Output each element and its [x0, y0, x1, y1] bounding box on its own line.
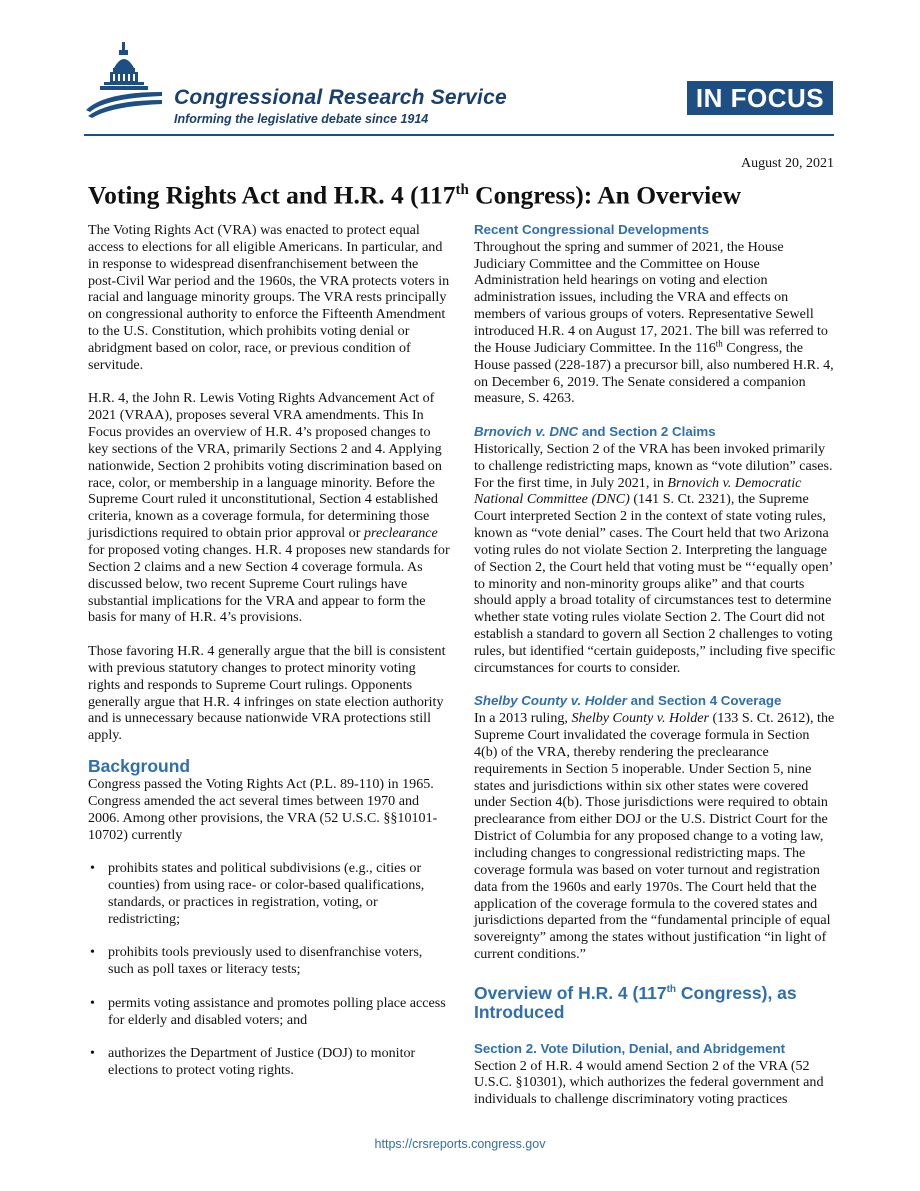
- footer-url[interactable]: https://crsreports.congress.gov: [374, 1137, 546, 1151]
- brnovich-heading: Brnovich v. DNC and Section 2 Claims: [474, 424, 716, 440]
- intro-paragraph: The Voting Rights Act (VRA) was enacted to protect equal access to elections for all eligible Americans. In particular, and in response to widespread disenfranchisement between the post-Civil War period and the 1960s, the VRA protects voters in racial and language minority groups. The VRA rests principally on congressional authority to enforce the Fifteenth Amendment to the U.S. Constitution, which prohibits voting denial or abridgment based on color, race, or previous condition of servitude.: [88, 222, 450, 373]
- header-divider: [84, 134, 834, 136]
- brand-tagline: Informing the legislative debate since 1914: [174, 112, 429, 126]
- brnovich-paragraph: Historically, Section 2 of the VRA has been invoked primarily to challenge redistricting maps, known as “vote dilution” cases. For the first time, in July 2021, in Brnovich v. Democratic National Committee (DNC) (141 S. Ct. 2321), the Supreme Court interpreted Section 2 in the context of state voting rules, known as “vote denial” cases. The Court held that two Arizona voting rules do not violate Section 2. Interpreting the language of Section 2, the Court held that voting must be “‘equally open’ to minority and non-minority groups alike” and that courts should apply a broad totality of circumstances test to determine whether state voting rules violate Section 2. The Court did not establish a standard to govern all Section 2 challenges to voting rules, but identified “certain guideposts,” including five specific circumstances for courts to consider.: [474, 440, 836, 676]
- list-item: • prohibits tools previously used to disenfranchise voters, such as poll taxes or literacy tests;: [88, 944, 450, 978]
- vra-provisions-list: [88, 860, 450, 1079]
- overview-heading: Overview of H.R. 4 (117th Congress), as Introduced: [474, 982, 797, 1023]
- recent-developments-paragraph: Throughout the spring and summer of 2021, the House Judiciary Committee and the Committee on House Administration held hearings on voting and election administration issues, including the VRA and effects on members of various groups of voters. Representative Sewell introduced H.R. 4 on August 17, 2021. The bill was referred to the House Judiciary Committee. In the 116th Congress, the House passed (228-187) a precursor bill, also numbered H.R. 4, on December 6, 2019. The Senate considered a companion measure, S. 4263.: [474, 238, 834, 407]
- publication-date: August 20, 2021: [741, 156, 834, 171]
- shelby-heading: Shelby County v. Holder and Section 4 Coverage: [474, 693, 782, 709]
- arguments-paragraph: Those favoring H.R. 4 generally argue that the bill is consistent with previous statutory changes to protect minority voting rights and responds to Supreme Court rulings. Opponents generally argue that H.R. 4 infringes on state election authority and is unnecessary because nationwide VRA protections still apply.: [88, 643, 446, 744]
- page-title: [88, 174, 741, 212]
- list-item: • permits voting assistance and promotes polling place access for elderly and disabled voters; and: [88, 995, 450, 1029]
- title-part1: Voting Rights Act and H.R. 4 (117: [88, 180, 456, 210]
- background-paragraph: Congress passed the Voting Rights Act (P.L. 89-110) in 1965. Congress amended the act several times between 1970 and 2006. Among other provisions, the VRA (52 U.S.C. §§10101-10702) currently: [88, 776, 438, 843]
- title-part2: Congress): An Overview: [468, 180, 742, 210]
- brand-name: Congressional Research Service: [174, 86, 507, 109]
- list-item: • prohibits states and political subdivisions (e.g., cities or counties) from using race- or color-based qualifications, standards, or practices in registration, voting, or redistricting;: [88, 860, 450, 927]
- overview-paragraph: H.R. 4, the John R. Lewis Voting Rights Advancement Act of 2021 (VRAA), proposes several VRA amendments. This In Focus provides an overview of H.R. 4’s proposed changes to key sections of the VRA, primarily Sections 2 and 4. Applying nationwide, Section 2 prohibits voting discrimination based on race, color, or membership in a language minority. Before the Supreme Court ruled it unconstitutional, Section 4 established criteria, known as a coverage formula, for determining those jurisdictions required to obtain prior approval or preclearance for proposed voting changes. H.R. 4 proposes new standards for Section 2 claims and a new Section 4 coverage formula. As discussed below, two recent Supreme Court rulings have substantial implications for the VRA and appear to form the basis for many of H.R. 4’s provisions.: [88, 390, 450, 626]
- right-column: [474, 222, 836, 1108]
- shelby-paragraph: In a 2013 ruling, Shelby County v. Holder (133 S. Ct. 2612), the Supreme Court invalidated the coverage formula in Section 4(b) of the VRA, thereby rendering the preclearance requirements in Section 5 inoperable. Under Section 5, nine states and jurisdictions within six other states were covered under Section 4(b). Those jurisdictions were required to obtain preclearance from either DOJ or the U.S. District Court for the District of Columbia for any proposed change to a voting law, including changes to congressional redistricting maps. The coverage formula was based on voter turnout and registration data from the 1960s and early 1970s. The Court held that the application of the coverage formula to the covered states and jurisdictions departed from the “fundamental principle of equal sovereignty” among the states without justification “in light of current conditions.”: [474, 710, 835, 963]
- background-heading: Background: [88, 756, 191, 777]
- in-focus-badge: IN FOCUS: [687, 81, 833, 115]
- list-item: • authorizes the Department of Justice (DOJ) to monitor elections to protect voting rights.: [88, 1045, 450, 1079]
- section2-heading: Section 2. Vote Dilution, Denial, and Abridgement: [474, 1040, 786, 1056]
- capitol-dome-logo: [84, 40, 164, 122]
- title-sup: th: [455, 182, 469, 198]
- recent-developments-heading: Recent Congressional Developments: [474, 222, 709, 237]
- brand-block: [174, 86, 507, 127]
- section2-paragraph: Section 2 of H.R. 4 would amend Section 2 of the VRA (52 U.S.C. §10301), which authorizes the federal government and individuals to challenge discriminatory voting practices: [474, 1057, 824, 1108]
- left-column: [88, 222, 450, 1079]
